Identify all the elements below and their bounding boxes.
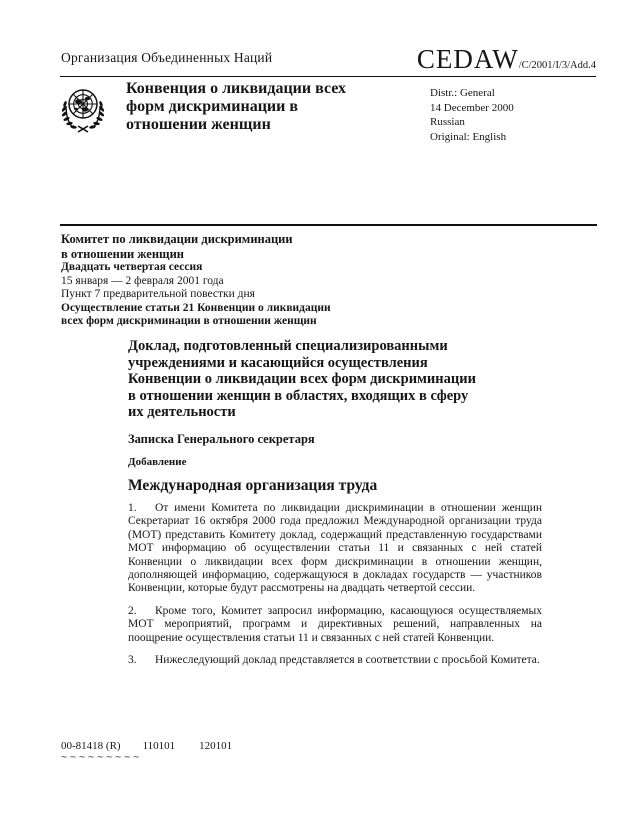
committee-name-line1: Комитет по ликвидации дискриминации — [61, 232, 293, 246]
convention-title-line: Конвенция о ликвидации всех — [126, 80, 347, 97]
footer-code-2: 120101 — [199, 740, 233, 752]
distr-date: 14 December 2000 — [430, 101, 514, 114]
session-title: Двадцать четвертая сессия — [61, 261, 203, 273]
distr-original: Original: English — [430, 130, 507, 143]
addendum-label: Добавление — [128, 456, 187, 468]
doc-symbol-suffix: /C/2001/I/3/Add.4 — [518, 60, 596, 71]
paragraph-number: 3. — [128, 654, 137, 667]
org-name: Организация Объединенных Наций — [61, 50, 273, 65]
note-subtitle: Записка Генерального секретаря — [128, 432, 315, 446]
committee-name-line2: в отношении женщин — [61, 246, 184, 261]
paragraph-text: Кроме того, Комитет запросил информацию, касающуюся осуществляемых МОТ мероприятий, программ и директивных решений, направленных на поощрение осуществления статьи 11 и связанных с ней статей Конвенции. — [128, 604, 542, 644]
paragraph-2 — [128, 605, 542, 645]
convention-title-line: форм дискриминации в — [126, 98, 299, 115]
footer-document-number — [61, 740, 232, 752]
doc-number: 00-81418 (R) — [61, 740, 121, 752]
paragraph-text: Нижеследующий доклад представляется в соответствии с просьбой Комитета. — [155, 654, 540, 667]
section-divider — [60, 224, 597, 226]
committee-block — [61, 232, 331, 329]
distr-type: Distr.: General — [430, 87, 495, 99]
doc-symbol-main: CEDAW — [416, 44, 519, 74]
doc-symbol — [417, 44, 596, 75]
body-paragraphs — [128, 502, 542, 676]
header-rule — [60, 76, 596, 77]
convention-title-line: отношении женщин — [126, 116, 271, 133]
agenda-topic-line2: всех форм дискриминации в отношении женщин — [61, 315, 317, 327]
agenda-topic-line1: Осуществление статьи 21 Конвенции о ликвидации — [61, 301, 331, 314]
un-emblem-icon — [58, 82, 108, 134]
report-title — [128, 338, 476, 421]
ilo-section-heading: Международная организация труда — [128, 477, 378, 494]
report-title-line: Конвенции о ликвидации всех форм дискриминации — [128, 371, 476, 387]
paragraph-number: 2. — [128, 604, 137, 617]
report-title-line: в отношении женщин в областях, входящих в сферу — [128, 387, 469, 404]
report-title-line: их деятельности — [128, 404, 236, 420]
session-dates: 15 января — 2 февраля 2001 года — [61, 274, 224, 287]
distr-language: Russian — [430, 116, 465, 128]
paragraph-number: 1. — [128, 502, 137, 514]
report-title-line: Доклад, подготовленный специализированными — [128, 338, 448, 354]
paragraph-text: От имени Комитета по ликвидации дискриминации в отношении женщин Секретариат 16 октября 2000 года предложил Международной организации труда (МОТ) представить Комитету доклад, содержащий представленную государствами МОТ информацию об осуществлении статьи 11 и связанных с ней статей Конвенции о ликвидации всех форм дискриминации в отношении женщин, дополняющей информацию, содержащуюся в докладах государств — участников Конвенции, которые будут рассмотрены на двадцать четвертой сессии. — [128, 502, 542, 595]
report-title-line: учреждениями и касающийся осуществления — [128, 354, 428, 371]
footer-code-1: 110101 — [142, 740, 176, 752]
paragraph-1 — [128, 502, 542, 596]
paragraph-3 — [128, 654, 542, 667]
agenda-item: Пункт 7 предварительной повестки дня — [61, 288, 255, 300]
convention-title — [126, 80, 376, 134]
barcode-marks: ~~~~~~~~~ — [61, 752, 143, 763]
distribution-info — [430, 86, 514, 144]
